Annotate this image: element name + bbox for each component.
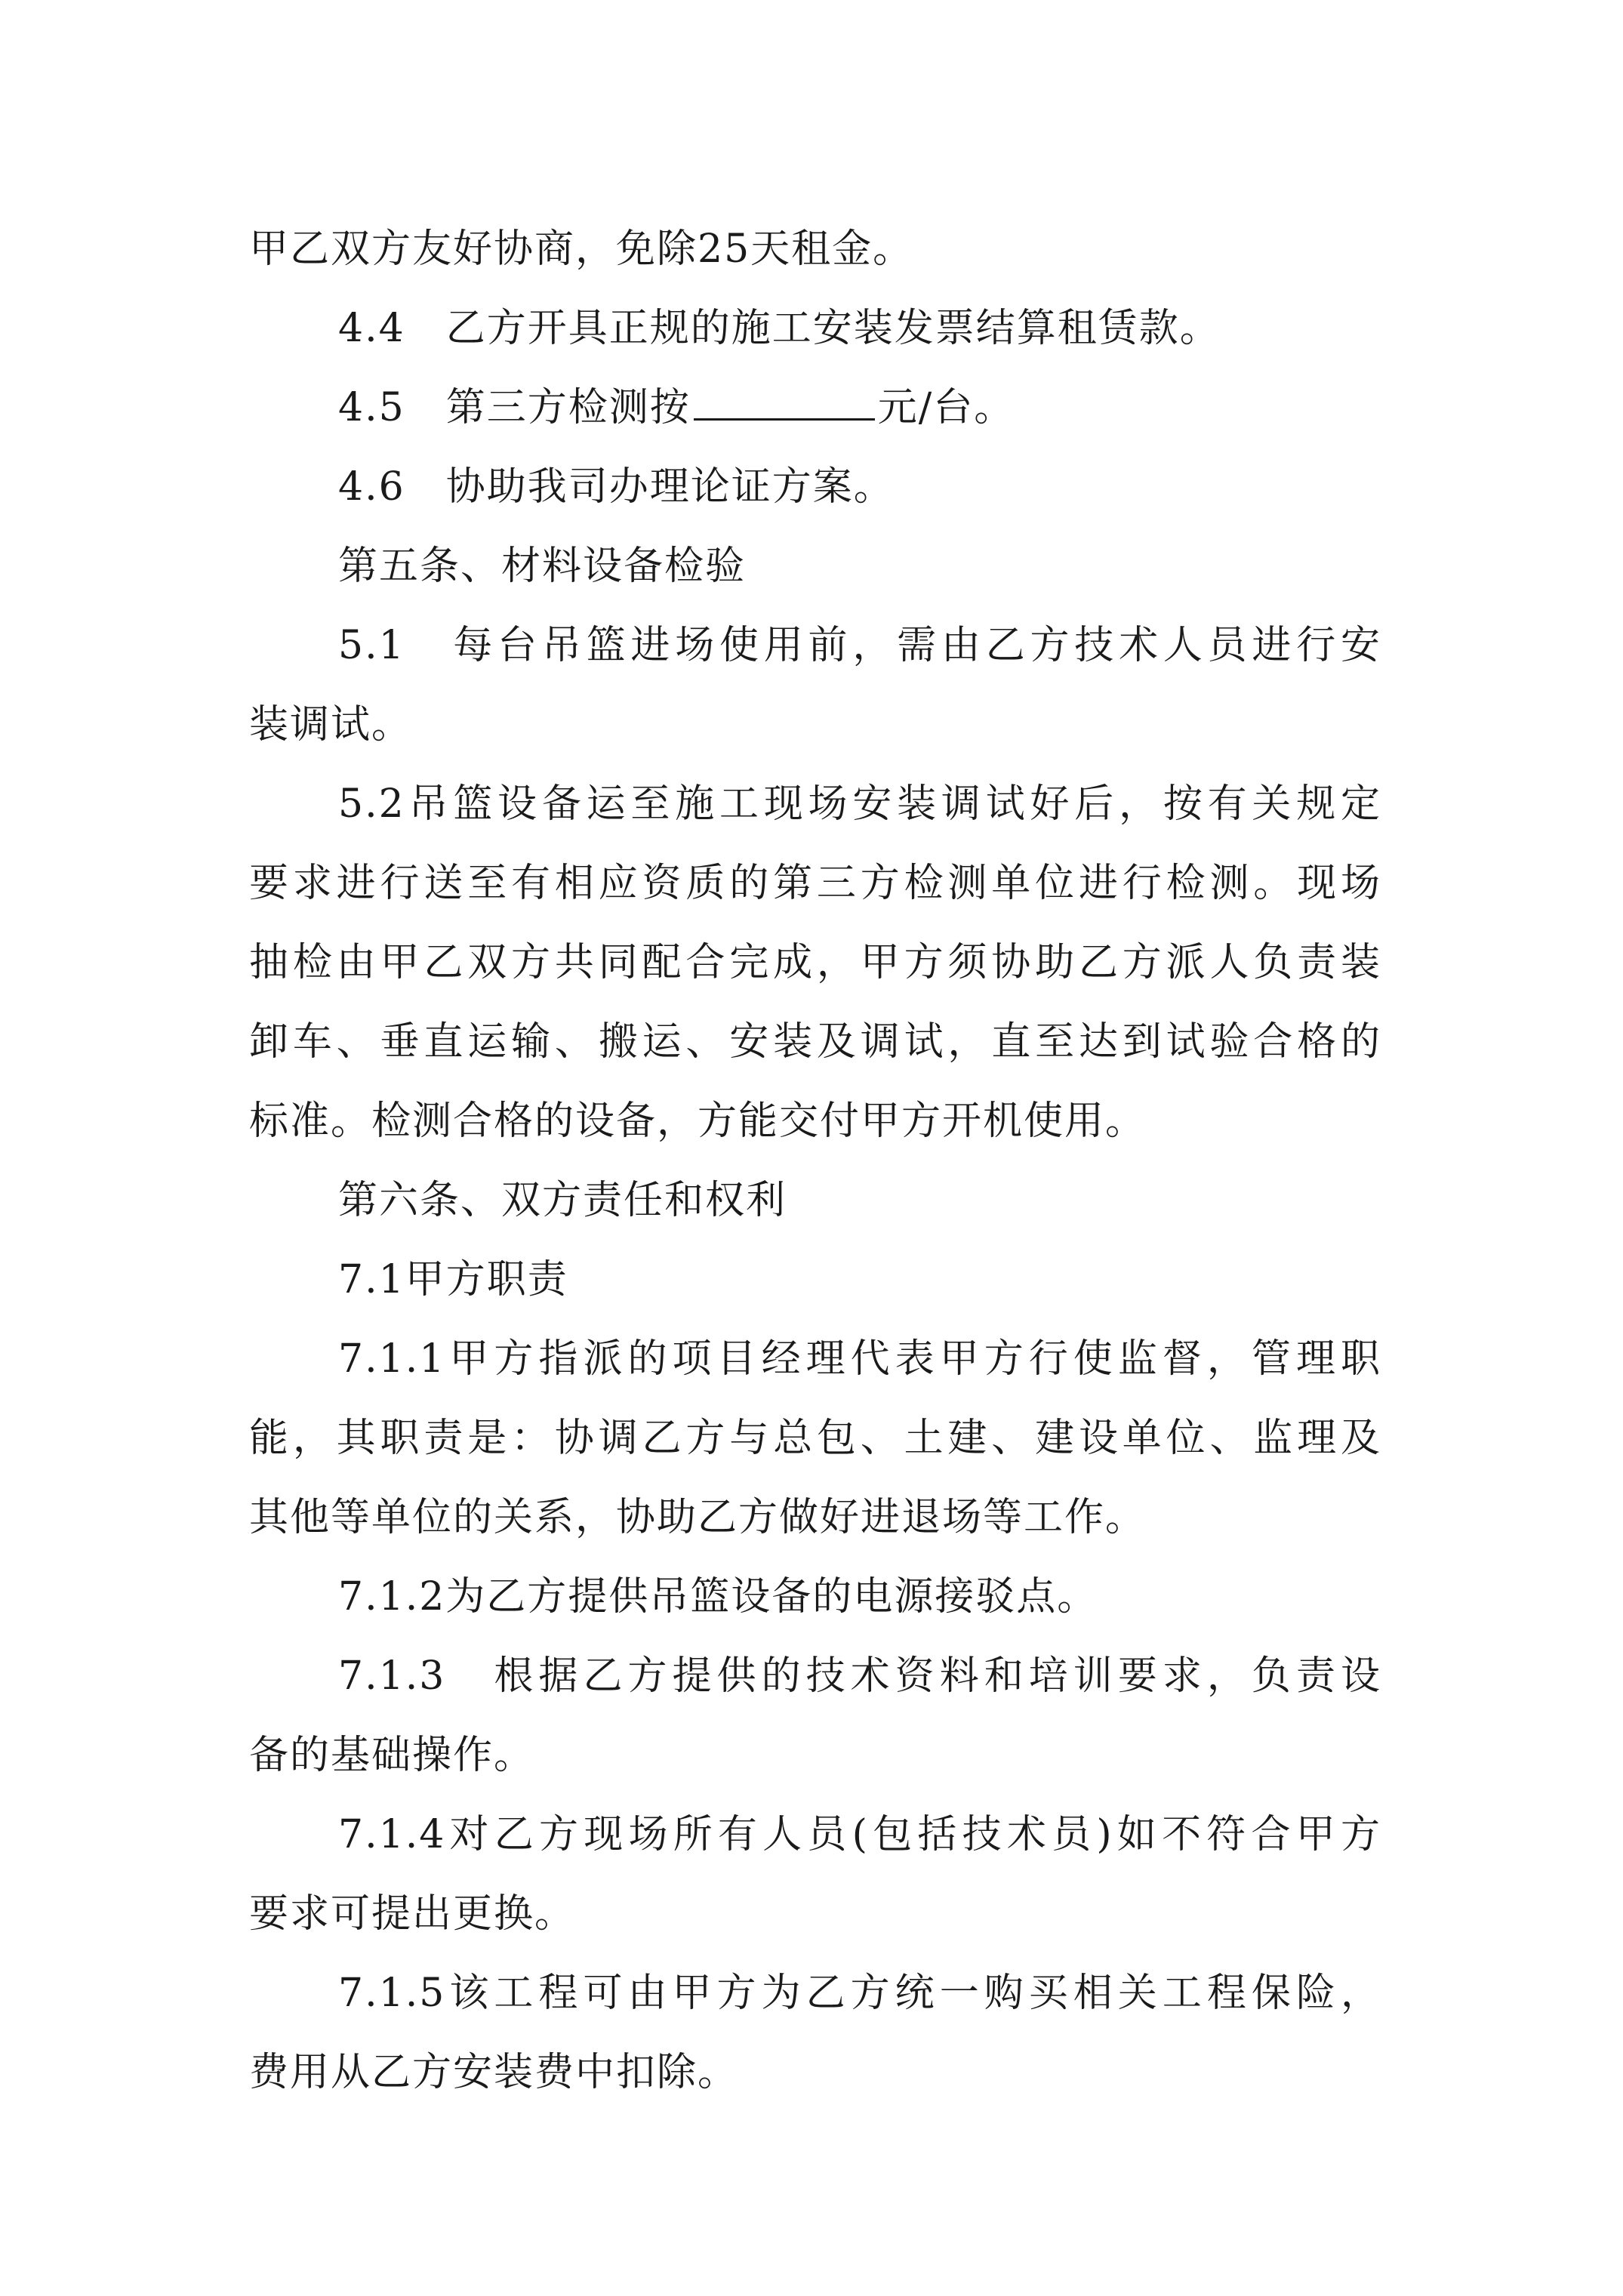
clause-4-6: 4.6 协助我司办理论证方案。	[338, 464, 895, 510]
fill-in-blank	[694, 385, 875, 421]
clause-5-2-cont: 抽检由甲乙双方共同配合完成，甲方须协助乙方派人负责装	[249, 940, 1381, 985]
clause-7-1-1-cont: 能，其职责是：协调乙方与总包、土建、建设单位、监理及	[249, 1416, 1381, 1461]
clause-7-1-1: 7.1.1甲方指派的项目经理代表甲方行使监督，管理职	[338, 1336, 1381, 1382]
clause-5-2-cont: 要求进行送至有相应资质的第三方检测单位进行检测。现场	[249, 861, 1381, 906]
clause-5-2: 5.2吊篮设备运至施工现场安装调试好后，按有关规定	[338, 781, 1381, 827]
clause-7-1-1-cont: 其他等单位的关系，协助乙方做好进退场等工作。	[249, 1495, 1147, 1540]
section-heading-5: 第五条、材料设备检验	[338, 544, 747, 589]
clause-7-1-2: 7.1.2为乙方提供吊篮设备的电源接驳点。	[338, 1574, 1098, 1620]
clause-4-5-lead: 4.5 第三方检测按	[338, 385, 691, 430]
clause-5-2-cont: 卸车、垂直运输、搬运、安装及调试，直至达到试验合格的	[249, 1019, 1381, 1065]
clause-4-4: 4.4 乙方开具正规的施工安装发票结算租赁款。	[338, 306, 1221, 351]
clause-4-5	[338, 381, 1015, 434]
section-heading-6: 第六条、双方责任和权利	[338, 1178, 787, 1223]
clause-7-1: 7.1甲方职责	[338, 1257, 568, 1302]
clause-5-1: 5.1 每台吊篮进场使用前，需由乙方技术人员进行安	[338, 623, 1381, 668]
clause-7-1-4-cont: 要求可提出更换。	[249, 1891, 576, 1937]
clause-5-2-cont: 标准。检测合格的设备，方能交付甲方开机使用。	[249, 1099, 1147, 1144]
clause-4-5-tail: 元/台。	[877, 385, 1015, 430]
clause-7-1-5: 7.1.5该工程可由甲方为乙方统一购买相关工程保险，	[338, 1971, 1381, 2016]
text-line: 甲乙双方友好协商，免除25天租金。	[249, 227, 914, 272]
clause-5-1-cont: 装调试。	[249, 702, 413, 747]
clause-7-1-3: 7.1.3 根据乙方提供的技术资料和培训要求，负责设	[338, 1653, 1381, 1699]
clause-7-1-3-cont: 备的基础操作。	[249, 1733, 535, 1778]
clause-7-1-5-cont: 费用从乙方安装费中扣除。	[249, 2050, 739, 2095]
clause-7-1-4: 7.1.4对乙方现场所有人员(包括技术员)如不符合甲方	[338, 1812, 1381, 1857]
